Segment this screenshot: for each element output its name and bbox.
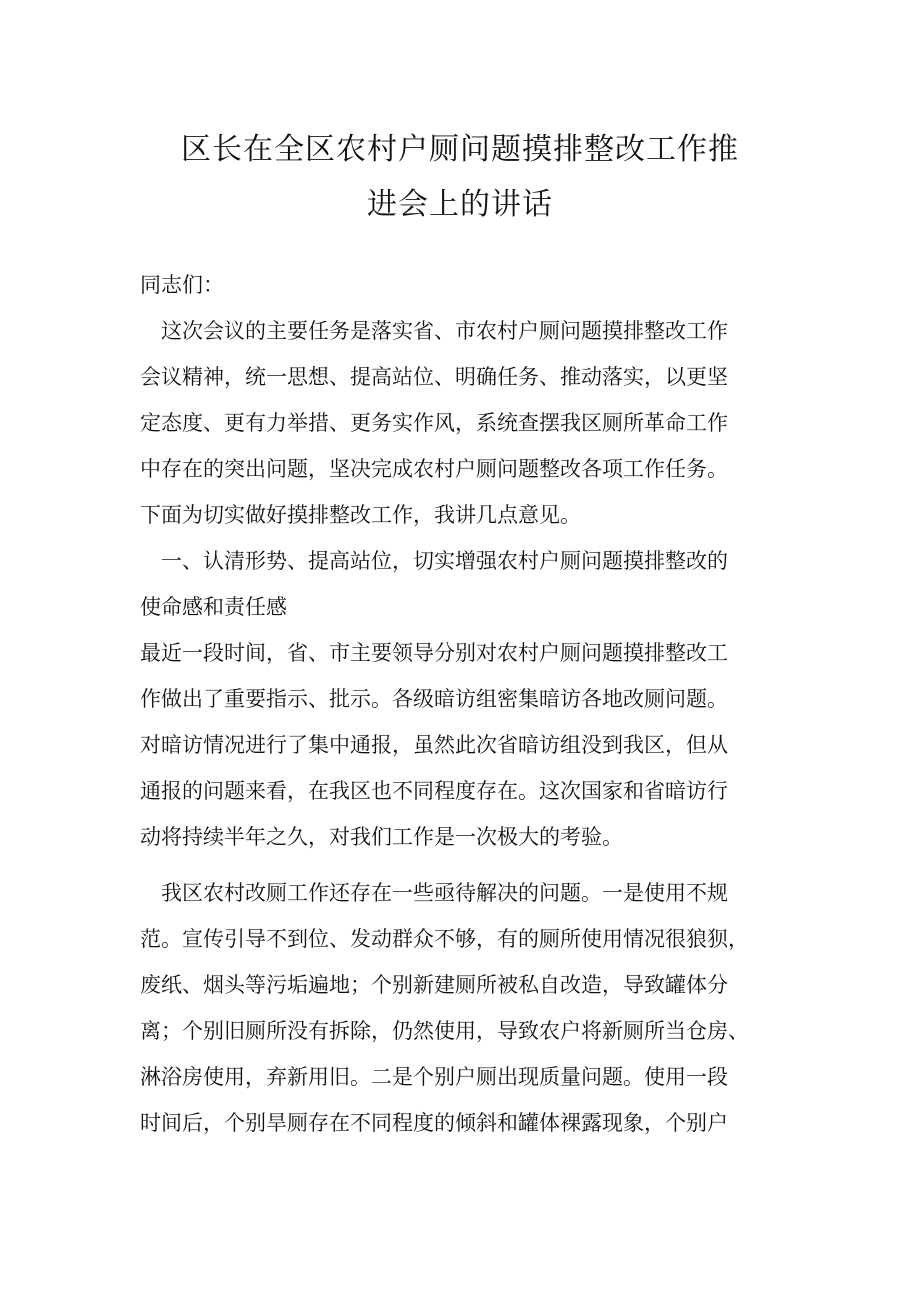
- paragraph-line: 最近一段时间，省、市主要领导分别对农村户厕问题摸排整改工: [140, 641, 728, 665]
- heading-line: 一、认清形势、提高站位，切实增强农村户厕问题摸排整改的: [140, 549, 728, 573]
- document-body: [140, 262, 800, 1146]
- paragraph-line: 定态度、更有力举措、更务实作风，系统查摆我区厕所革命工作: [140, 411, 728, 435]
- paragraph-line: 作做出了重要指示、批示。各级暗访组密集暗访各地改厕问题。: [140, 687, 728, 711]
- paragraph-line: 我区农村改厕工作还存在一些亟待解决的问题。一是使用不规: [140, 881, 728, 905]
- document-title: [0, 122, 920, 232]
- title-line-2: 进会上的讲话: [367, 187, 553, 222]
- paragraph-2: [140, 630, 800, 860]
- paragraph-line: 时间后，个别旱厕存在不同程度的倾斜和罐体裸露现象，个别户: [140, 1111, 728, 1135]
- paragraph-3: [140, 870, 800, 1146]
- paragraph-line: 动将持续半年之久，对我们工作是一次极大的考验。: [140, 825, 623, 849]
- heading-line: 使命感和责任感: [140, 595, 287, 619]
- paragraph-line: 会议精神，统一思想、提高站位、明确任务、推动落实，以更坚: [140, 365, 728, 389]
- paragraph-spacer: [140, 860, 800, 870]
- paragraph-line: 对暗访情况进行了集中通报，虽然此次省暗访组没到我区，但从: [140, 733, 728, 757]
- paragraph-line: 通报的问题来看，在我区也不同程度存在。这次国家和省暗访行: [140, 779, 728, 803]
- paragraph-1: [140, 308, 800, 538]
- paragraph-line: 离；个别旧厕所没有拆除，仍然使用，导致农户将新厕所当仓房、: [140, 1019, 749, 1043]
- paragraph-line: 淋浴房使用，弃新用旧。二是个别户厕出现质量问题。使用一段: [140, 1065, 728, 1089]
- section-heading-1: [140, 538, 800, 630]
- paragraph-line: 这次会议的主要任务是落实省、市农村户厕问题摸排整改工作: [140, 319, 728, 343]
- paragraph-line: 范。宣传引导不到位、发动群众不够，有的厕所使用情况很狼狈，: [140, 927, 749, 951]
- salutation: 同志们：: [140, 273, 224, 297]
- paragraph-line: 下面为切实做好摸排整改工作，我讲几点意见。: [140, 503, 581, 527]
- title-line-1: 区长在全区农村户厕问题摸排整改工作推: [181, 132, 739, 167]
- paragraph-line: 废纸、烟头等污垢遍地；个别新建厕所被私自改造，导致罐体分: [140, 973, 728, 997]
- paragraph-line: 中存在的突出问题，坚决完成农村户厕问题整改各项工作任务。: [140, 457, 728, 481]
